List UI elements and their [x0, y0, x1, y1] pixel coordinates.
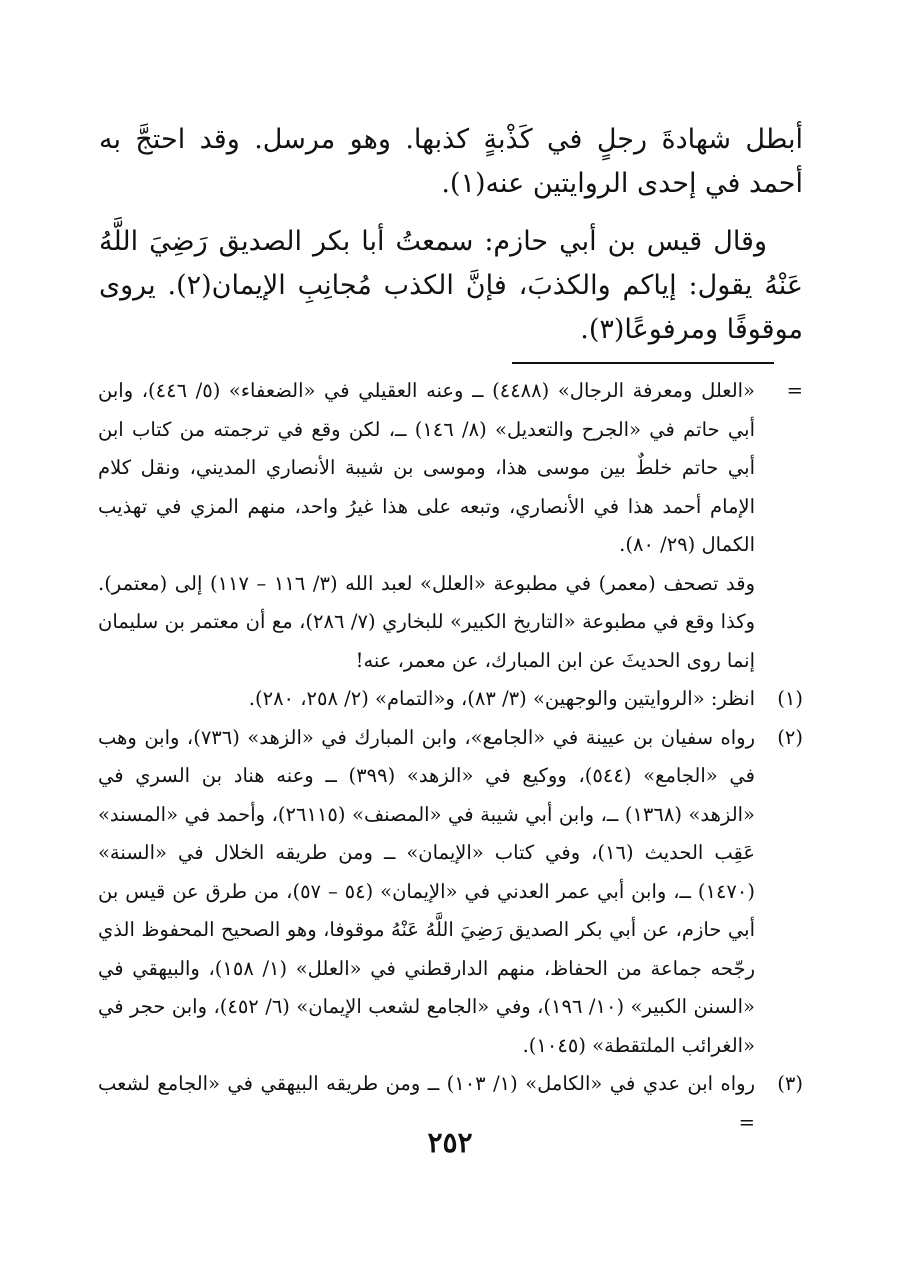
footnote-text: رواه ابن عدي في «الكامل» (١/ ١٠٣) ــ ومن طريقه البيهقي في «الجامع لشعب = — [98, 1072, 755, 1134]
footnote-text: رواه سفيان بن عيينة في «الجامع»، وابن المبارك في «الزهد» (٧٣٦)، وابن وهب في «الجامع» (٥٤٤)، ووكيع في «الزهد» (٣٩٩) ــ وعنه هناد بن السري في «الزهد» (١٣٦٨) ــ، وابن أبي شيبة في «المصنف» (٢٦١١٥)، وأحمد في «المسند» عَقِب الحديث (١٦)، وفي كتاب «الإيمان» ــ ومن طريقه الخلال في «السنة» (١٤٧٠) ــ، وابن أبي عمر العدني في «الإيمان» (٥٤ – ٥٧)، من طرق عن قيس بن أبي حازم، عن أبي بكر الصديق رَضِيَ اللَّهُ عَنْهُ موقوفا، وهو الصحيح المحفوظ الذي رجّحه جماعة من الحفاظ، منهم الدارقطني في «العلل» (١/ ١٥٨)، والبيهقي في «السنن الكبير» (١٠/ ١٩٦)، وفي «الجامع لشعب الإيمان» (٦/ ٤٥٢)، وابن حجر في «الغرائب الملتقطة» (١٠٤٥). — [98, 725, 755, 1057]
footnote-1 — [98, 680, 803, 719]
footnote-2 — [98, 719, 803, 1066]
footnote-continuation — [98, 372, 803, 565]
continuation-mark: = — [786, 379, 803, 402]
footnote-text: انظر: «الروايتين والوجهين» (٣/ ٨٣)، و«التمام» (٢/ ٢٥٨، ٢٨٠). — [248, 687, 755, 710]
footnote-mark: (٣) — [777, 1072, 803, 1095]
footnotes — [98, 372, 803, 1142]
continuation-paragraph-2: وقد تصحف (معمر) في مطبوعة «العلل» لعبد الله (٣/ ١١٦ – ١١٧) إلى (معتمر). وكذا وقع في مطبوعة «التاريخ الكبير» للبخاري (٧/ ٢٨٦)، مع أن معتمر بن سليمان إنما روى الحديثَ عن ابن المبارك، عن معمر، عنه! — [98, 571, 756, 672]
footnote-continuation-2 — [98, 565, 803, 681]
footnote-separator — [512, 362, 774, 364]
main-paragraph-2: وقال قيس بن أبي حازم: سمعتُ أبا بكر الصديق رَضِيَ اللَّهُ عَنْهُ يقول: إياكم والكذبَ، فإنَّ الكذب مُجانِبِ الإيمان(٢). يروى موقوفًا ومرفوعًا(٣). — [99, 226, 803, 345]
continuation-paragraph-1: «العلل ومعرفة الرجال» (٤٤٨٨) ــ وعنه العقيلي في «الضعفاء» (٥/ ٤٤٦)، وابن أبي حاتم في «الجرح والتعديل» (٨/ ١٤٦) ــ، لكن وقع في ترجمته من كتاب ابن أبي حاتم خلطٌ بين موسى هذا، وموسى بن شيبة الأنصاري المديني، ونقل كلام الإمام أحمد هذا في الأنصاري، وتبعه على هذا غيرُ واحد، منهم المزي في تهذيب الكمال (٢٩/ ٨٠). — [98, 379, 755, 556]
main-text — [99, 118, 803, 366]
main-paragraph-1: أبطل شهادةَ رجلٍ في كَذْبةٍ كذبها. وهو مرسل. وقد احتجَّ به أحمد في إحدى الروايتين عنه(١). — [99, 124, 803, 199]
footnote-mark: (١) — [777, 687, 803, 710]
page-number: ٢٥٢ — [427, 1126, 473, 1159]
footnote-mark: (٢) — [777, 725, 803, 749]
